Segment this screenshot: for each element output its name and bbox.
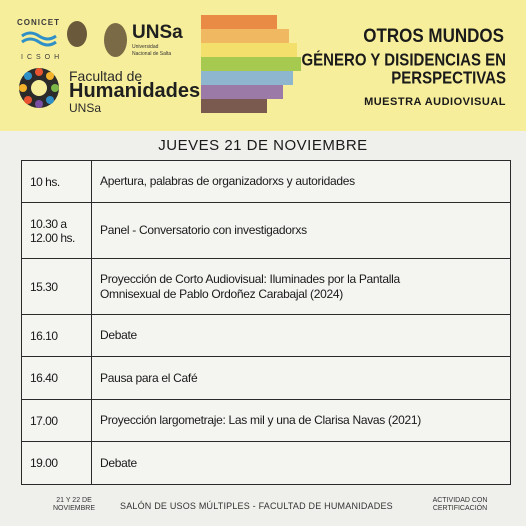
footer-dates [44, 497, 104, 513]
faculty-label-line1: Facultad de [69, 68, 143, 84]
schedule-time [22, 357, 92, 399]
schedule-activity: Proyección largometraje: Las mil y una de Clarisa Navas (2021) [100, 413, 421, 427]
unsa-logo [104, 21, 194, 65]
footer-certification [424, 497, 496, 513]
schedule-time [22, 203, 92, 258]
humanidades-logo [17, 66, 207, 114]
rainbow-bar [201, 29, 289, 43]
time-text: 19.00 [30, 456, 58, 470]
schedule-activity [92, 272, 510, 302]
humanidades-wheel-icon [17, 66, 61, 110]
activity-line2: Omnisexual de Pablo Ordoñez Carabajal (2024) [100, 286, 343, 301]
schedule-time [22, 400, 92, 441]
rainbow-bar [201, 57, 301, 71]
schedule-row [22, 161, 510, 203]
event-title-line2: GÉNERO Y DISIDENCIAS EN [301, 50, 506, 71]
rainbow-bar [201, 15, 277, 29]
time-text: 10 hs. [30, 174, 60, 189]
day-heading: JUEVES 21 DE NOVIEMBRE [158, 137, 368, 154]
rainbow-graphic [201, 15, 311, 123]
faculty-label-line2: Humanidades [69, 80, 201, 102]
schedule-row [22, 400, 510, 442]
schedule-activity: Pausa para el Café [100, 370, 198, 385]
unsa-name: UNSa [132, 22, 183, 43]
time-text: 16.40 [30, 371, 58, 385]
schedule-row [22, 442, 510, 484]
unsa-seal-icon [104, 23, 127, 57]
header-banner [0, 0, 526, 131]
footer-cert-line2: CERTIFICACIÓN [432, 505, 488, 512]
rainbow-bar [201, 71, 293, 85]
schedule-row [22, 259, 510, 315]
footer-cert-line1: ACTIVIDAD CON [432, 497, 488, 504]
schedule-table [21, 160, 511, 485]
time-text-line1: 10.30 a [30, 216, 67, 231]
faculty-label-line3: UNSa [69, 101, 102, 115]
footer-dates-line1: 21 Y 22 DE [56, 497, 92, 504]
icsoh-seal-icon [67, 21, 87, 47]
schedule-activity: Panel - Conversatorio con investigadorxs [100, 223, 307, 237]
rainbow-bar [201, 85, 283, 99]
time-text: 17.00 [30, 413, 58, 428]
activity-line1: Proyección de Corto Audiovisual: Iluminades por la Pantalla [100, 271, 400, 286]
footer-venue: SALÓN DE USOS MÚLTIPLES - FACULTAD DE HUMANIDADES [120, 501, 393, 511]
event-subtitle: MUESTRA AUDIOVISUAL [364, 96, 506, 108]
event-title-line3: PERSPECTIVAS [391, 68, 506, 89]
time-text [30, 217, 75, 245]
schedule-activity: Apertura, palabras de organizadorxs y autoridades [100, 174, 355, 188]
footer-dates-line2: NOVIEMBRE [52, 505, 95, 512]
icsoh-label: ICSOH [21, 54, 64, 61]
schedule-row [22, 315, 510, 357]
time-text: 16.10 [30, 328, 58, 343]
conicet-label: CONICET [17, 18, 60, 27]
event-title-line1: OTROS MUNDOS [363, 24, 504, 47]
schedule-time [22, 315, 92, 356]
rainbow-bar [201, 43, 297, 57]
conicet-logo [17, 18, 97, 64]
schedule-activity: Debate [100, 455, 137, 470]
schedule-time [22, 259, 92, 314]
conicet-wave-icon [20, 30, 58, 48]
schedule-row [22, 203, 510, 259]
time-text: 15.30 [30, 279, 58, 294]
unsa-subtitle-line2: Nacional de Salta [132, 51, 172, 57]
schedule-time [22, 442, 92, 484]
schedule-row [22, 357, 510, 400]
rainbow-bar [201, 99, 267, 113]
unsa-subtitle-line1: Universidad [132, 44, 159, 50]
schedule-time [22, 161, 92, 202]
schedule-activity: Debate [100, 328, 137, 342]
time-text-line2: 12.00 hs. [30, 230, 75, 245]
